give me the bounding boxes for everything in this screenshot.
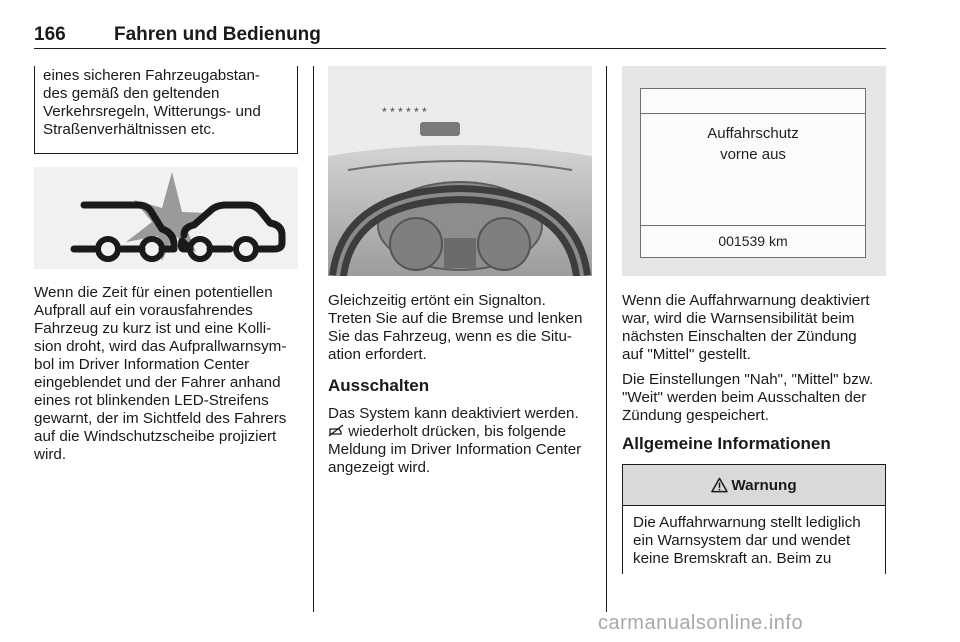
front-car-wheel — [190, 239, 210, 259]
section-title: Fahren und Bedienung — [114, 24, 321, 45]
front-car-wheel — [236, 239, 256, 259]
collision-warning-icon — [34, 167, 298, 269]
watermark: carmanualsonline.info — [598, 612, 804, 634]
deactivate-line-1: Das System kann deaktiviert werden. — [328, 405, 579, 422]
continued-note-box — [34, 66, 298, 154]
warning-triangle-icon — [711, 477, 728, 493]
heading-ausschalten: Ausschalten — [328, 376, 430, 395]
led-projector-unit — [420, 122, 460, 136]
column-divider-right — [606, 66, 607, 612]
windshield-led-figure — [328, 66, 592, 276]
column-divider-left — [313, 66, 314, 612]
led-strip-marks: * * * * * * — [382, 105, 427, 119]
rear-car-wheel — [98, 239, 118, 259]
dic-message-subtitle: vorne aus — [720, 146, 786, 163]
steering-wheel-dashboard-illustration — [328, 66, 592, 276]
page-number: 166 — [34, 24, 66, 45]
rear-car-wheel — [142, 239, 162, 259]
collision-alert-button-icon — [328, 424, 344, 438]
dic-message-title: Auffahrschutz — [707, 125, 799, 142]
settings-saved-paragraph: Die Einstellungen "Nah", "Mittel" bzw. "Weit" werden beim Ausschalten der Zündung gespeichert. — [622, 371, 874, 424]
collision-warning-symbol-figure — [34, 167, 298, 269]
continued-note-text: eines sicheren Fahrzeugabstan- des gemäß den geltenden Verkehrsregeln, Witterungs- und Straßenverhältnissen etc. — [43, 67, 261, 138]
warning-title: Warnung — [731, 476, 797, 494]
page-header — [34, 18, 886, 49]
deactivated-warning-paragraph: Wenn die Auffahrwarnung deaktiviert war, wird die Warnsensibilität beim nächsten Einschalten der Zündung auf "Mittel" gestellt. — [622, 292, 870, 363]
collision-warning-paragraph: Wenn die Zeit für einen potentiellen Aufprall auf ein vorausfahrendes Fahrzeug zu kurz ist und eine Kolli- sion droht, wird das Aufprallwarnsym- bol im Driver Information Center eingeblendet und der Fahrer anhand eines rot blinkenden LED-Streifens gewarnt, der im Sichtfeld des Fahrers auf die Windschutzscheibe projiziert wird. — [34, 284, 287, 463]
warning-header — [623, 465, 885, 506]
deactivate-rest: wiederholt drücken, bis folgende Meldung im Driver Information Center angezeigt wird. — [328, 423, 582, 476]
dic-odometer: 001539 km — [718, 233, 788, 249]
warning-text: Die Auffahrwarnung stellt lediglich ein Warnsystem dar und wendet keine Bremskraft an. Beim zu — [633, 514, 861, 567]
dic-screen — [640, 88, 866, 258]
deactivate-paragraph — [328, 405, 600, 477]
warning-box — [622, 464, 886, 574]
signal-tone-paragraph: Gleichzeitig ertönt ein Signalton. Treten Sie auf die Bremse und lenken Sie das Fahrzeug, wenn es die Situ- ation erfordert. — [328, 292, 583, 363]
heading-general-information: Allgemeine Informationen — [622, 434, 831, 453]
dic-display-figure — [622, 66, 886, 276]
